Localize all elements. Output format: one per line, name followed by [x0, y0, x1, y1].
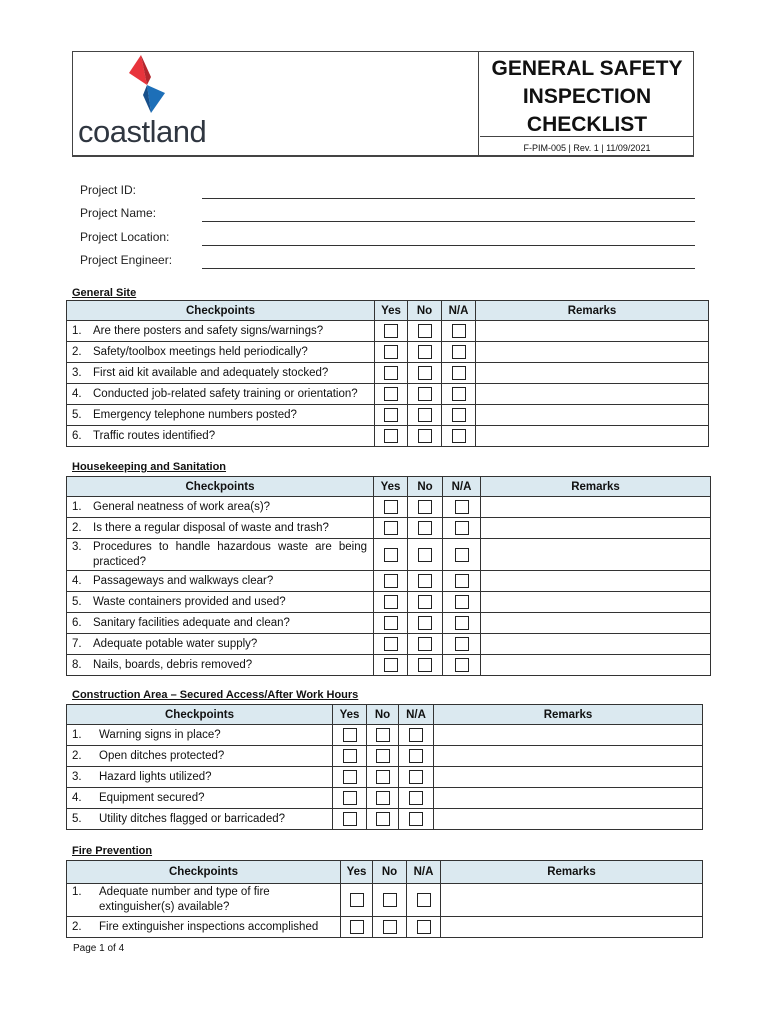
na-header: N/A: [399, 705, 434, 725]
remarks-cell[interactable]: [476, 405, 709, 426]
na-header: N/A: [443, 477, 481, 497]
remarks-cell[interactable]: [434, 788, 703, 809]
yes-checkbox[interactable]: [384, 324, 398, 338]
table-row: [67, 405, 709, 426]
na-checkbox[interactable]: [455, 616, 469, 630]
checkpoints-header: Checkpoints: [67, 477, 374, 497]
remarks-cell[interactable]: [434, 767, 703, 788]
checkpoint-cell: 5. Emergency telephone numbers posted?: [67, 405, 375, 426]
checkpoint-cell: 1. Are there posters and safety signs/warnings?: [67, 321, 375, 342]
remarks-cell[interactable]: [441, 917, 703, 938]
remarks-header: Remarks: [481, 477, 711, 497]
yes-checkbox[interactable]: [384, 408, 398, 422]
checkpoint-cell: 4. Equipment secured?: [67, 788, 333, 809]
remarks-cell[interactable]: [476, 342, 709, 363]
na-checkbox[interactable]: [409, 770, 423, 784]
na-checkbox[interactable]: [452, 429, 466, 443]
na-checkbox[interactable]: [452, 324, 466, 338]
page-number: Page 1 of 4: [73, 943, 125, 954]
yes-checkbox[interactable]: [384, 500, 398, 514]
no-checkbox[interactable]: [418, 366, 432, 380]
section-title: Fire Prevention: [72, 845, 153, 857]
remarks-cell[interactable]: [476, 426, 709, 447]
checkpoints-header: Checkpoints: [67, 705, 333, 725]
checkpoint-cell: 2. Is there a regular disposal of waste and trash?: [67, 518, 374, 539]
checkpoint-cell: 3. Hazard lights utilized?: [67, 767, 333, 788]
no-checkbox[interactable]: [376, 728, 390, 742]
no-checkbox[interactable]: [376, 791, 390, 805]
yes-header: Yes: [341, 861, 373, 884]
table-row: [67, 884, 703, 917]
yes-checkbox[interactable]: [384, 637, 398, 651]
no-header: No: [373, 861, 407, 884]
project-name-label: Project Name:: [80, 206, 157, 220]
yes-checkbox[interactable]: [384, 574, 398, 588]
na-checkbox[interactable]: [455, 574, 469, 588]
no-checkbox[interactable]: [418, 658, 432, 672]
na-checkbox[interactable]: [455, 595, 469, 609]
no-header: No: [408, 477, 443, 497]
checkpoint-cell: 3. Procedures to handle hazardous waste are being practiced?: [67, 539, 374, 571]
project-name-field[interactable]: [202, 221, 695, 222]
table-header-row: [67, 477, 711, 497]
no-checkbox[interactable]: [383, 920, 397, 934]
yes-checkbox[interactable]: [384, 521, 398, 535]
section-title: Construction Area – Secured Access/After Work Hours: [72, 689, 359, 701]
na-checkbox[interactable]: [409, 728, 423, 742]
revision-info: F-PIM-005 | Rev. 1 | 11/09/2021: [480, 136, 694, 156]
checkpoint-cell: 4. Conducted job-related safety training or orientation?: [67, 384, 375, 405]
checklist-table-fire-prevention: [66, 860, 703, 938]
table-row: [67, 592, 711, 613]
yes-header: Yes: [375, 301, 408, 321]
yes-checkbox[interactable]: [343, 728, 357, 742]
no-checkbox[interactable]: [418, 429, 432, 443]
na-checkbox[interactable]: [417, 920, 431, 934]
table-row: [67, 634, 711, 655]
remarks-cell[interactable]: [434, 809, 703, 830]
yes-checkbox[interactable]: [384, 387, 398, 401]
no-checkbox[interactable]: [418, 574, 432, 588]
project-engineer-label: Project Engineer:: [80, 253, 173, 267]
no-checkbox[interactable]: [418, 595, 432, 609]
remarks-cell[interactable]: [481, 613, 711, 634]
remarks-cell[interactable]: [434, 725, 703, 746]
table-row: [67, 363, 709, 384]
na-checkbox[interactable]: [452, 345, 466, 359]
no-checkbox[interactable]: [418, 548, 432, 562]
table-row: [67, 426, 709, 447]
yes-checkbox[interactable]: [384, 595, 398, 609]
table-row: [67, 497, 711, 518]
checklist-table-construction-area: [66, 704, 703, 830]
remarks-cell[interactable]: [481, 634, 711, 655]
checkpoint-cell: 5. Waste containers provided and used?: [67, 592, 374, 613]
no-checkbox[interactable]: [418, 616, 432, 630]
checkpoint-cell: 1. Adequate number and type of fire extinguisher(s) available?: [67, 884, 341, 917]
yes-checkbox[interactable]: [384, 366, 398, 380]
remarks-cell[interactable]: [434, 746, 703, 767]
table-row: [67, 342, 709, 363]
table-row: [67, 655, 711, 676]
na-checkbox[interactable]: [455, 548, 469, 562]
remarks-cell[interactable]: [481, 655, 711, 676]
section-title: General Site: [72, 287, 137, 299]
table-row: [67, 321, 709, 342]
no-checkbox[interactable]: [418, 408, 432, 422]
project-engineer-field[interactable]: [202, 268, 695, 269]
checkpoint-cell: 6. Traffic routes identified?: [67, 426, 375, 447]
na-header: N/A: [442, 301, 476, 321]
checkpoint-cell: 1. Warning signs in place?: [67, 725, 333, 746]
na-checkbox[interactable]: [409, 812, 423, 826]
checkpoint-cell: 4. Passageways and walkways clear?: [67, 571, 374, 592]
project-id-label: Project ID:: [80, 183, 137, 197]
yes-header: Yes: [374, 477, 408, 497]
table-row: [67, 725, 703, 746]
checkpoint-cell: 5. Utility ditches flagged or barricaded?: [67, 809, 333, 830]
table-header-row: [67, 861, 703, 884]
yes-checkbox[interactable]: [350, 893, 364, 907]
section-title: Housekeeping and Sanitation: [72, 461, 227, 473]
table-header-row: [67, 705, 703, 725]
table-row: [67, 917, 703, 938]
remarks-cell[interactable]: [476, 384, 709, 405]
checklist-table-housekeeping: [66, 476, 711, 676]
yes-checkbox[interactable]: [343, 812, 357, 826]
table-row: [67, 746, 703, 767]
table-row: [67, 788, 703, 809]
yes-checkbox[interactable]: [384, 345, 398, 359]
checkpoint-cell: 1. General neatness of work area(s)?: [67, 497, 374, 518]
remarks-cell[interactable]: [476, 321, 709, 342]
na-checkbox[interactable]: [452, 387, 466, 401]
na-checkbox[interactable]: [455, 521, 469, 535]
table-row: [67, 539, 711, 571]
remarks-cell[interactable]: [481, 497, 711, 518]
no-checkbox[interactable]: [418, 345, 432, 359]
checkpoint-cell: 2. Fire extinguisher inspections accomplished: [67, 917, 341, 938]
checkpoint-cell: 6. Sanitary facilities adequate and clean?: [67, 613, 374, 634]
no-checkbox[interactable]: [383, 893, 397, 907]
no-checkbox[interactable]: [418, 324, 432, 338]
no-header: No: [367, 705, 399, 725]
no-checkbox[interactable]: [418, 500, 432, 514]
yes-checkbox[interactable]: [350, 920, 364, 934]
remarks-header: Remarks: [441, 861, 703, 884]
table-header-row: [67, 301, 709, 321]
table-row: [67, 518, 711, 539]
brand-name: coastland: [78, 114, 207, 149]
remarks-header: Remarks: [476, 301, 709, 321]
no-checkbox[interactable]: [376, 812, 390, 826]
coastland-logo-icon: [125, 55, 171, 115]
na-checkbox[interactable]: [455, 658, 469, 672]
project-location-label: Project Location:: [80, 230, 170, 244]
remarks-cell[interactable]: [441, 884, 703, 917]
yes-checkbox[interactable]: [343, 770, 357, 784]
na-checkbox[interactable]: [452, 366, 466, 380]
na-checkbox[interactable]: [452, 408, 466, 422]
yes-checkbox[interactable]: [384, 548, 398, 562]
checklist-table-general-site: [66, 300, 709, 447]
remarks-cell[interactable]: [481, 539, 711, 571]
project-location-field[interactable]: [202, 245, 695, 246]
yes-header: Yes: [333, 705, 367, 725]
na-checkbox[interactable]: [409, 791, 423, 805]
na-checkbox[interactable]: [455, 637, 469, 651]
checkpoint-cell: 2. Safety/toolbox meetings held periodically?: [67, 342, 375, 363]
na-checkbox[interactable]: [417, 893, 431, 907]
yes-checkbox[interactable]: [384, 616, 398, 630]
table-row: [67, 767, 703, 788]
table-row: [67, 571, 711, 592]
project-id-field[interactable]: [202, 198, 695, 199]
yes-checkbox[interactable]: [384, 658, 398, 672]
no-checkbox[interactable]: [418, 637, 432, 651]
checkpoint-cell: 7. Adequate potable water supply?: [67, 634, 374, 655]
na-checkbox[interactable]: [455, 500, 469, 514]
no-checkbox[interactable]: [418, 521, 432, 535]
remarks-cell[interactable]: [481, 592, 711, 613]
yes-checkbox[interactable]: [384, 429, 398, 443]
no-header: No: [408, 301, 442, 321]
no-checkbox[interactable]: [376, 749, 390, 763]
document-title: GENERAL SAFETY INSPECTION CHECKLIST: [491, 57, 683, 136]
table-row: [67, 384, 709, 405]
table-row: [67, 613, 711, 634]
yes-checkbox[interactable]: [343, 791, 357, 805]
na-header: N/A: [407, 861, 441, 884]
table-row: [67, 809, 703, 830]
remarks-header: Remarks: [434, 705, 703, 725]
checkpoint-cell: 2. Open ditches protected?: [67, 746, 333, 767]
checkpoints-header: Checkpoints: [67, 861, 341, 884]
yes-checkbox[interactable]: [343, 749, 357, 763]
remarks-cell[interactable]: [476, 363, 709, 384]
checkpoints-header: Checkpoints: [67, 301, 375, 321]
checkpoint-cell: 8. Nails, boards, debris removed?: [67, 655, 374, 676]
no-checkbox[interactable]: [418, 387, 432, 401]
no-checkbox[interactable]: [376, 770, 390, 784]
na-checkbox[interactable]: [409, 749, 423, 763]
remarks-cell[interactable]: [481, 571, 711, 592]
checkpoint-cell: 3. First aid kit available and adequately stocked?: [67, 363, 375, 384]
remarks-cell[interactable]: [481, 518, 711, 539]
